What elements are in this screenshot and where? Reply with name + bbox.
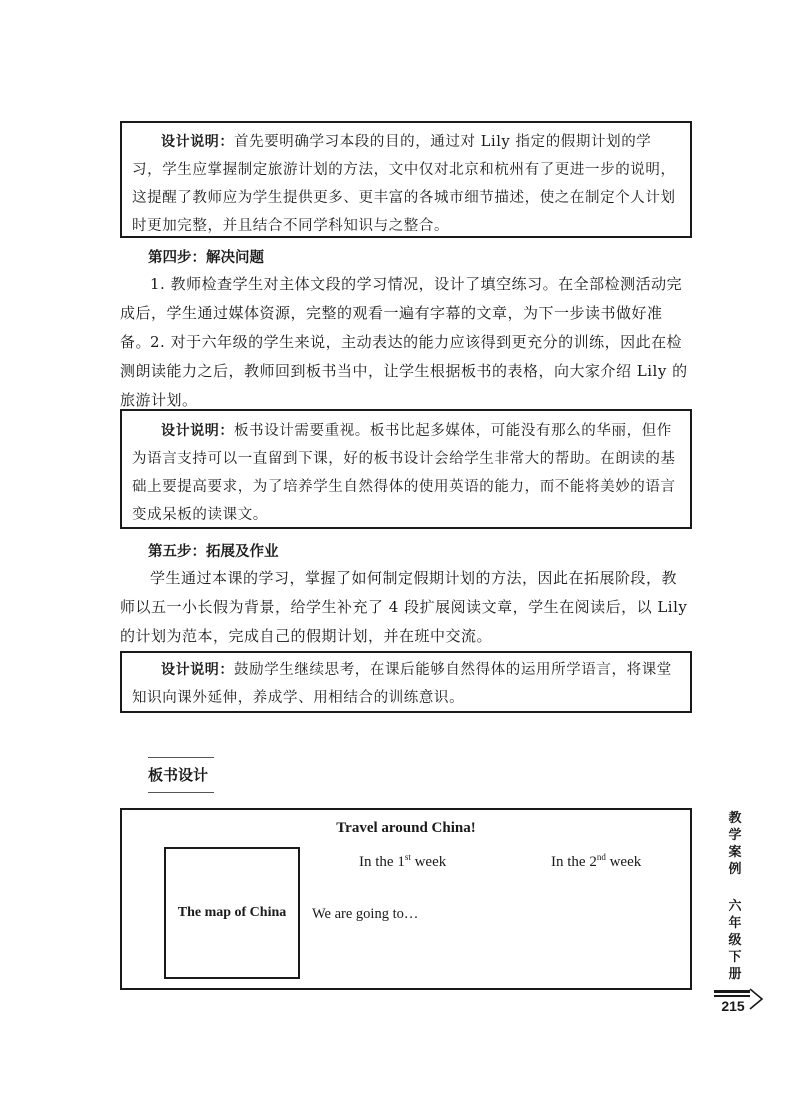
step-five-heading: 第五步：拓展及作业 xyxy=(148,544,279,560)
sidebar-char: 下 xyxy=(728,950,742,965)
map-placeholder xyxy=(164,847,300,979)
design-note-3 xyxy=(120,651,692,713)
sidebar-char: 案 xyxy=(728,845,742,860)
design-note-1-text: 设计说明：首先要明确学习本段的目的，通过对 Lily 指定的假期计划的学习，学生应掌握制定旅游计划的方法，文中仅对北京和杭州有了更进一步的说明，这提醒了教师应为学生提供更多、更丰富的各城市细节描述，使之在制定个人计划时更加完整，并且结合不同学科知识与之整合。 xyxy=(132,134,676,234)
design-note-1 xyxy=(120,121,692,238)
design-note-3-text: 设计说明：鼓励学生继续思考，在课后能够自然得体的运用所学语言，将课堂知识向课外延伸，养成学、用相结合的训练意识。 xyxy=(132,662,672,706)
sidebar-char: 学 xyxy=(728,828,742,843)
week-two-label: In the 2nd week xyxy=(551,852,642,870)
sidebar-char: 年 xyxy=(728,916,742,931)
sidebar-char: 级 xyxy=(728,933,742,948)
sidebar-char: 六 xyxy=(728,899,742,914)
sentence-starter: We are going to… xyxy=(312,906,419,922)
sidebar-char: 教 xyxy=(728,811,742,826)
design-note-label: 设计说明： xyxy=(161,134,234,150)
blackboard-design xyxy=(120,808,692,990)
sidebar-grade-title xyxy=(724,898,746,983)
sidebar-char: 册 xyxy=(728,967,742,982)
step-five-paragraph: 学生通过本课的学习，掌握了如何制定假期计划的方法，因此在拓展阶段，教师以五一小长假为背景，给学生补充了 4 段扩展阅读文章，学生在阅读后，以 Lily 的计划为范本，完成自己的假期计划，并在班中交流。 xyxy=(120,569,688,645)
step-four-paragraph-2: 2. 对于六年级的学生来说，主动表达的能力应该得到更充分的训练，因此在检测朗读能力之后，教师回到板书当中，让学生根据板书的表格，向大家介绍 Lily 的旅游计划。 xyxy=(120,333,688,409)
sidebar-series-title xyxy=(724,810,746,878)
board-design-title: 板书设计 xyxy=(148,757,214,793)
sidebar-char: 例 xyxy=(728,862,742,877)
design-note-label: 设计说明： xyxy=(161,662,234,678)
page-number: 215 xyxy=(721,998,745,1014)
design-note-label: 设计说明： xyxy=(161,423,234,439)
week-one-label: In the 1st week xyxy=(359,852,447,870)
board-title: Travel around China! xyxy=(336,820,476,836)
map-label: The map of China xyxy=(177,905,287,920)
design-note-2-text: 设计说明：板书设计需要重视。板书比起多媒体，可能没有那么的华丽，但作为语言支持可以一直留到下课，好的板书设计会给学生非常大的帮助。在朗读的基础上要提高要求，为了培养学生自然得体的使用英语的能力，而不能将美妙的语言变成呆板的读课文。 xyxy=(132,423,676,523)
step-four-heading: 第四步：解决问题 xyxy=(148,250,264,266)
design-note-2 xyxy=(120,409,692,529)
step-four-paragraph-1: 1. 教师检查学生对主体文段的学习情况，设计了填空练习。在全部检测活动完成后，学生通过媒体资源，完整的观看一遍有字幕的文章，为下一步读书做好准备。 xyxy=(120,275,683,351)
